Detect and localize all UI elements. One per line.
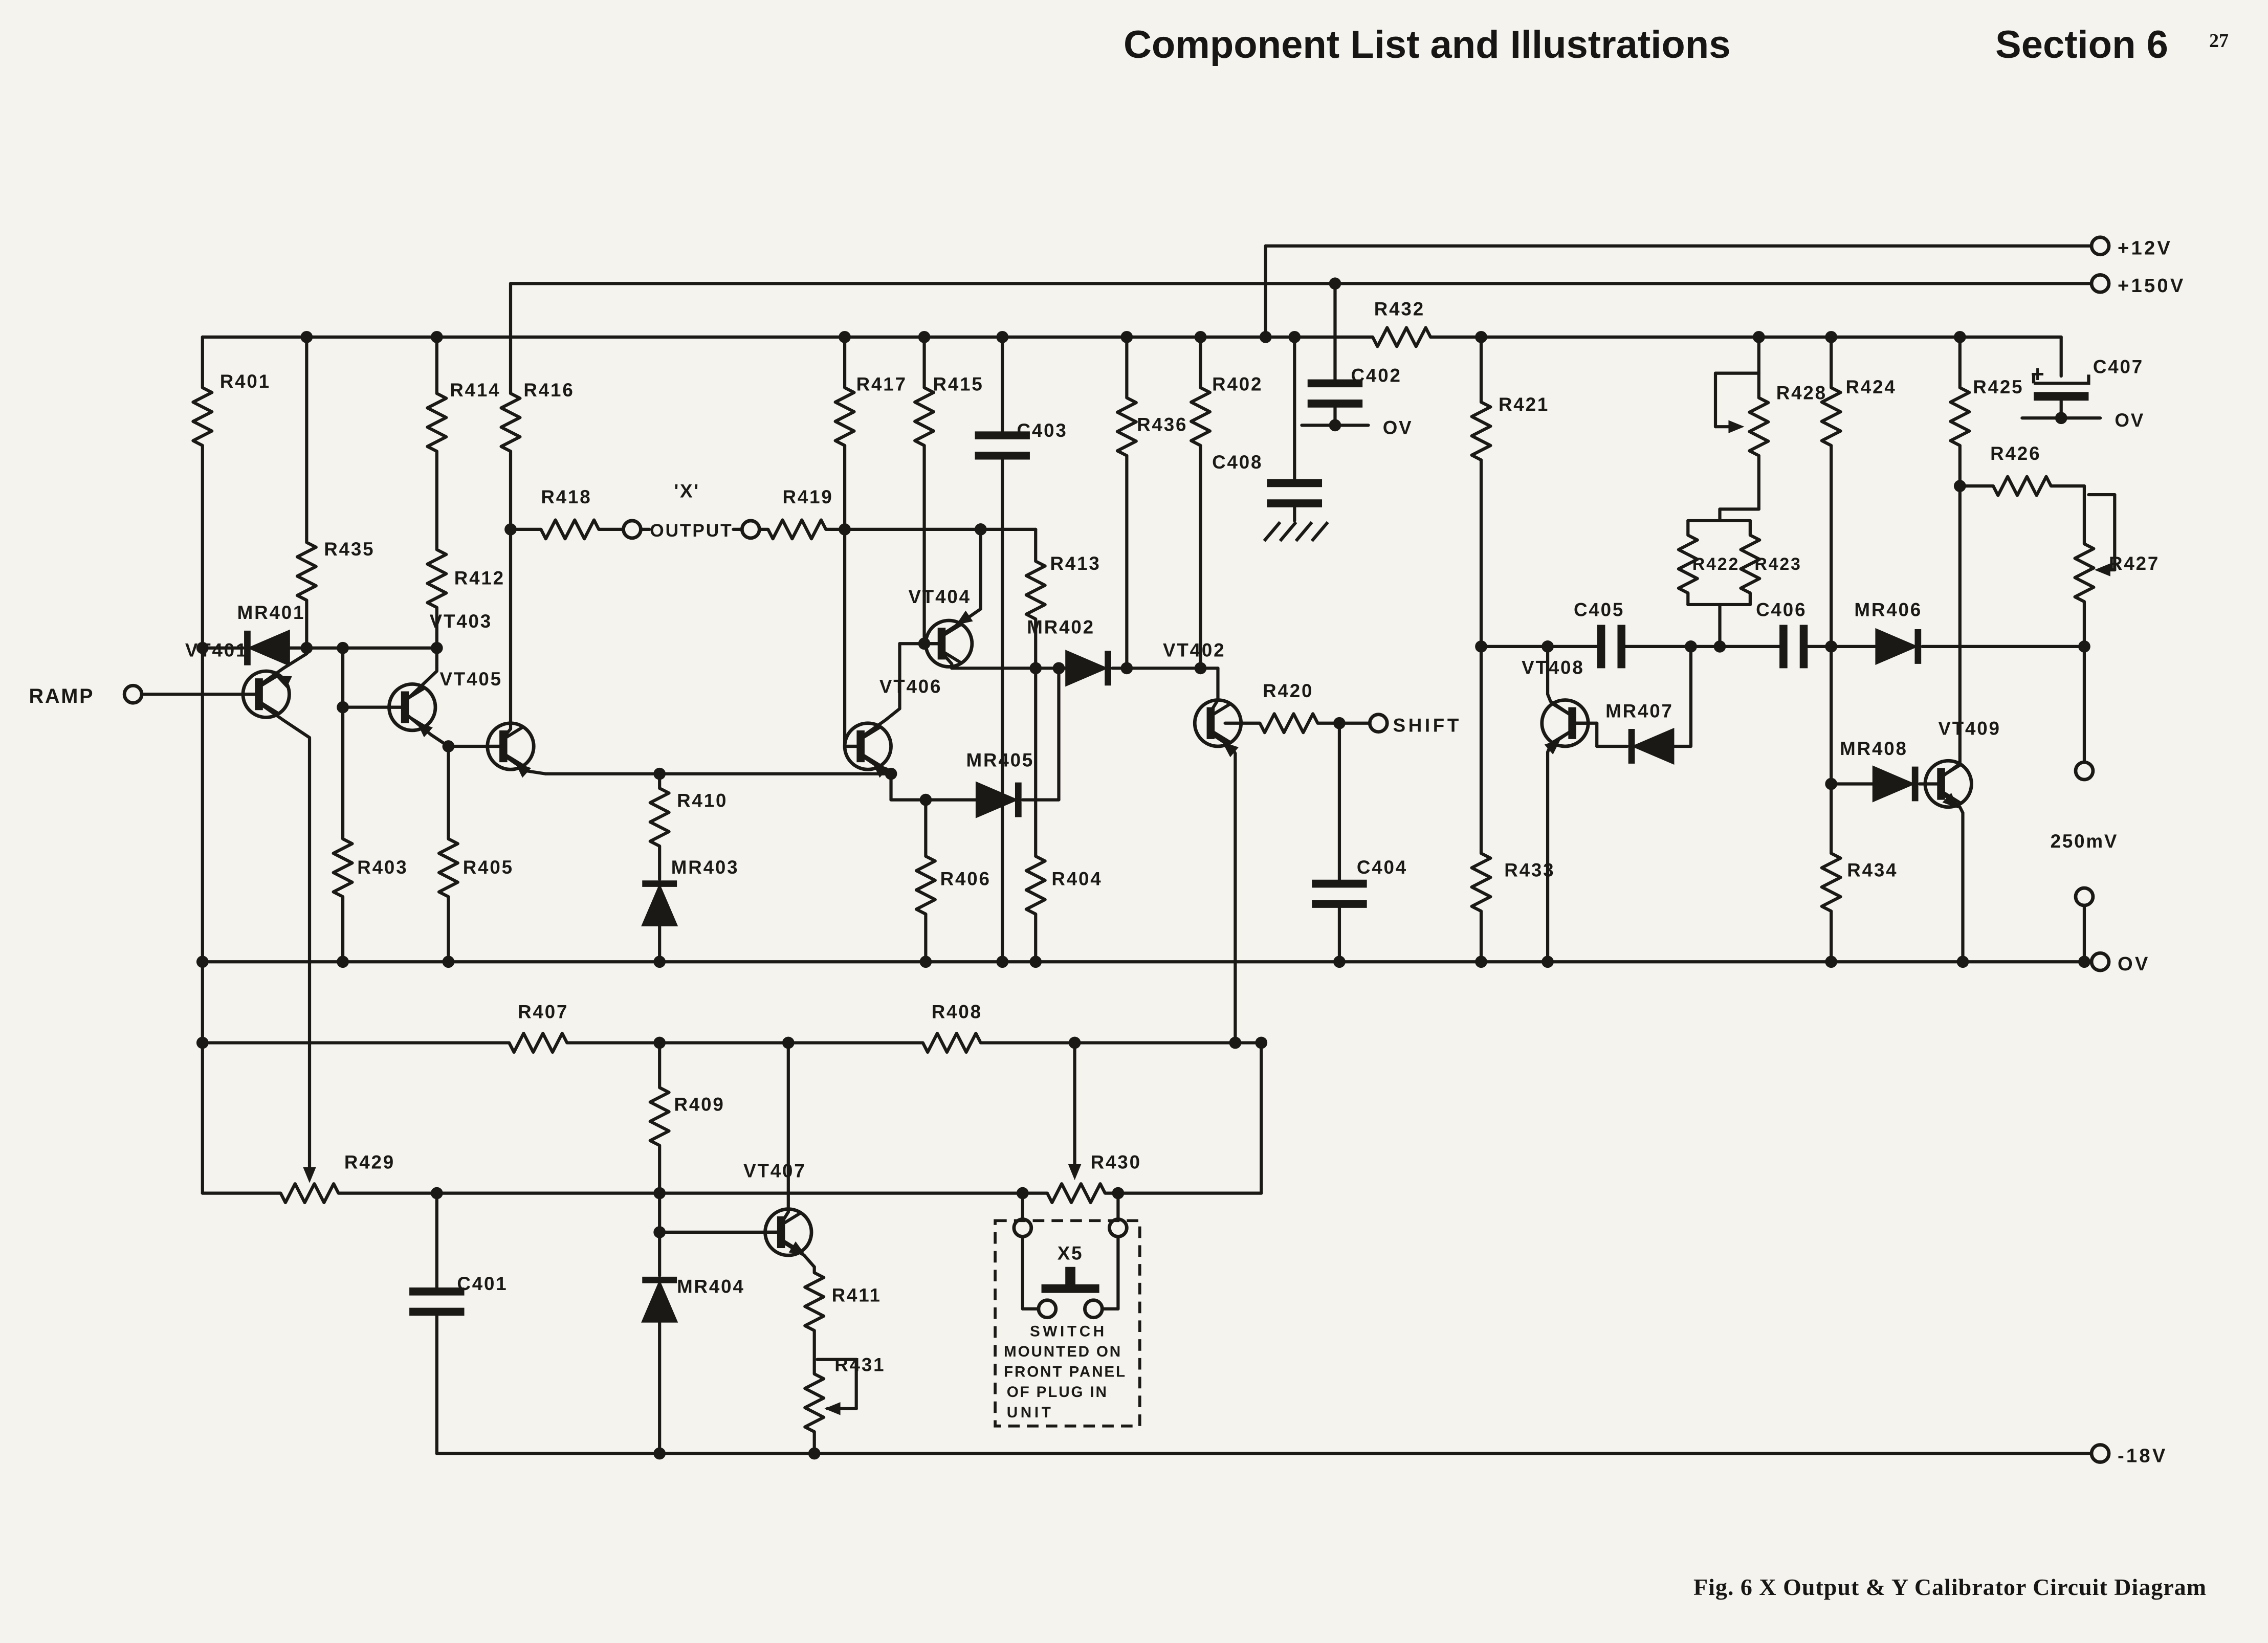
junction-dot (300, 331, 313, 343)
label-R435: R435 (324, 538, 375, 560)
junction-dot (337, 956, 349, 968)
label-VT407: VT407 (743, 1160, 806, 1182)
label-R403: R403 (357, 856, 408, 878)
label-R427: R427 (2109, 553, 2160, 574)
label-R429: R429 (344, 1151, 395, 1173)
diode-MR401 (249, 631, 289, 665)
terminal-x5-contact-left (1039, 1300, 1056, 1318)
junction-dot (1333, 717, 1346, 729)
label-R408: R408 (931, 1001, 982, 1023)
label-C406: C406 (1756, 599, 1807, 620)
label-R422: R422 (1692, 554, 1740, 574)
resistor-R417 (835, 388, 854, 446)
junction-dot (1329, 419, 1341, 431)
label-R433: R433 (1504, 859, 1555, 881)
resistor-R419 (768, 520, 826, 539)
label-OV: OV (2115, 410, 2145, 431)
label-R409: R409 (674, 1094, 725, 1115)
label-+150V: +150V (2117, 275, 2186, 297)
junction-dot (1029, 662, 1042, 674)
label-SWITCH: SWITCH (1029, 1323, 1107, 1340)
page-number: 27 (2209, 30, 2229, 52)
terminal-250mv-bottom (2076, 888, 2093, 905)
junction-dot (1954, 331, 1966, 343)
junction-dot (2078, 640, 2090, 653)
junction-dot (653, 1448, 666, 1460)
junction-dot (431, 331, 443, 343)
resistor-R436 (1117, 398, 1136, 456)
label-C402: C402 (1351, 365, 1402, 386)
label-C405: C405 (1573, 599, 1625, 620)
junction-dot (2078, 956, 2090, 968)
label-R424: R424 (1845, 376, 1897, 398)
junction-dot (337, 642, 349, 654)
label-R426: R426 (1990, 443, 2041, 464)
junction-dot (1053, 662, 1065, 674)
label-X: 'X' (674, 480, 700, 502)
label-VT403: VT403 (429, 611, 493, 632)
terminal-x5-contact-right (1085, 1300, 1102, 1318)
resistor-R434 (1822, 853, 1841, 911)
label-R428: R428 (1776, 382, 1827, 404)
resistor-R408 (923, 1033, 981, 1052)
label-FRONTPANEL: FRONT PANEL (1004, 1363, 1127, 1381)
junction-dot (1329, 277, 1341, 290)
junction-dot (1825, 956, 1837, 968)
label-R417: R417 (856, 373, 907, 395)
label-18V: -18V (2117, 1445, 2168, 1467)
resistor-R427 (2075, 544, 2094, 602)
junction-dot (839, 331, 851, 343)
label-R425: R425 (1973, 376, 2024, 398)
label-MR404: MR404 (677, 1276, 745, 1297)
label-R411: R411 (831, 1284, 882, 1306)
resistor-R421 (1472, 402, 1491, 460)
resistor-R405 (439, 839, 458, 897)
r427-tap-arrow (2095, 563, 2110, 576)
wire (259, 703, 310, 1177)
label-R412: R412 (454, 567, 505, 589)
junction-dot (1112, 1187, 1125, 1200)
label-R420: R420 (1263, 680, 1314, 701)
junction-dot (431, 1187, 443, 1200)
junction-dot (2055, 412, 2067, 424)
junction-dot (300, 642, 313, 654)
resistor-R420 (1260, 714, 1317, 732)
junction-dot (653, 1226, 666, 1238)
junction-dot (196, 1037, 209, 1049)
junction-dot (196, 956, 209, 968)
junction-dot (920, 956, 932, 968)
label-R413: R413 (1050, 553, 1101, 574)
junction-dot (1288, 331, 1301, 343)
resistor-R401 (193, 388, 212, 446)
resistor-R428 (1749, 398, 1768, 456)
label-MR405: MR405 (966, 749, 1034, 771)
label-R410: R410 (677, 790, 728, 811)
label-VT401: VT401 (185, 639, 248, 661)
label-+12V: +12V (2117, 237, 2173, 259)
junction-dot (1825, 331, 1837, 343)
label-C403: C403 (1017, 419, 1068, 441)
junction-dot (1229, 1037, 1242, 1049)
junction-dot (975, 523, 987, 536)
junction-dot (1714, 640, 1726, 653)
junction-dot (1825, 778, 1837, 790)
resistor-R409 (650, 1087, 669, 1145)
junction-dot (782, 1037, 795, 1049)
label-R415: R415 (933, 373, 984, 395)
diode-MR408 (1873, 767, 1913, 802)
c408-ground (1296, 522, 1312, 541)
resistor-R426 (1993, 477, 2051, 496)
r430-tap-arrow (1068, 1164, 1081, 1180)
junction-dot (504, 523, 517, 536)
label-R416: R416 (523, 379, 575, 401)
page-title: Component List and Illustrations (1124, 23, 1731, 66)
junction-dot (1017, 1187, 1029, 1200)
section-heading: Section 6 (1995, 23, 2168, 66)
terminal-ramp (124, 685, 142, 703)
terminal-shift (1370, 715, 1387, 732)
label-R418: R418 (541, 486, 592, 508)
resistor-R416 (501, 393, 520, 451)
label-MR401: MR401 (237, 602, 305, 624)
junction-dot (1333, 956, 1346, 968)
resistor-R435 (297, 542, 316, 600)
resistor-R410 (650, 788, 669, 846)
resistor-R432 (1373, 328, 1430, 347)
resistor-R418 (541, 520, 599, 539)
junction-dot (1475, 956, 1487, 968)
terminal-x-output-left (624, 521, 641, 538)
label-C401: C401 (457, 1273, 508, 1295)
resistor-R402 (1191, 388, 1210, 446)
junction-dot (1255, 1037, 1267, 1049)
label-VT404: VT404 (908, 586, 971, 608)
c408-ground (1312, 522, 1328, 541)
junction-dot (1542, 640, 1554, 653)
label-R414: R414 (450, 379, 501, 401)
resistor-R430 (1047, 1184, 1105, 1203)
terminal-plus12v (2091, 237, 2109, 255)
label-MR403: MR403 (671, 856, 739, 878)
label-C407: C407 (2093, 356, 2144, 378)
junction-dot (653, 768, 666, 780)
label-VT408: VT408 (1522, 657, 1584, 678)
label-VT405: VT405 (439, 669, 502, 690)
label-X5: X5 (1057, 1242, 1084, 1264)
label-MR407: MR407 (1605, 700, 1674, 722)
label-R434: R434 (1847, 859, 1898, 881)
diode-MR402 (1066, 651, 1107, 685)
label-MR406: MR406 (1854, 599, 1923, 620)
label-R401: R401 (219, 370, 271, 392)
r428-tap-arrow (1728, 420, 1744, 433)
label-C408: C408 (1212, 452, 1263, 473)
resistor-R414 (427, 393, 446, 451)
junction-dot (1685, 640, 1697, 653)
label-R421: R421 (1498, 394, 1550, 415)
diode-MR406 (1876, 629, 1917, 664)
junction-dot (1029, 956, 1042, 968)
r429-tap-arrow (303, 1167, 316, 1183)
terminal-plus150v (2091, 275, 2109, 292)
resistor-R406 (916, 856, 935, 914)
label-250mV: 250mV (2050, 830, 2119, 852)
junction-dot (1120, 331, 1133, 343)
junction-dot (1957, 956, 1969, 968)
label-MR402: MR402 (1027, 616, 1095, 638)
diode-MR403 (642, 885, 677, 925)
junction-dot (1753, 331, 1765, 343)
label-R405: R405 (463, 856, 514, 878)
terminal-x-output-right (742, 521, 759, 538)
junction-dot (1475, 640, 1487, 653)
r431-tap-arrow (824, 1402, 840, 1415)
junction-dot (653, 1187, 666, 1200)
label-R430: R430 (1090, 1151, 1141, 1173)
junction-dot (1195, 331, 1207, 343)
figure-caption: Fig. 6 X Output & Y Calibrator Circuit Diagram (1693, 1574, 2207, 1600)
label-VT402: VT402 (1163, 639, 1226, 661)
label-RAMP: RAMP (29, 685, 95, 708)
terminal-0v (2091, 953, 2109, 970)
terminal-minus18v (2091, 1445, 2109, 1462)
c408-ground (1264, 522, 1280, 541)
junction-dot (1542, 956, 1554, 968)
label-MOUNTEDON: MOUNTED ON (1004, 1343, 1122, 1361)
junction-dot (920, 794, 932, 806)
label-R407: R407 (518, 1001, 569, 1023)
junction-dot (1954, 480, 1966, 492)
label-R402: R402 (1212, 373, 1263, 395)
resistor-R425 (1950, 388, 1969, 446)
label-OV: OV (1382, 417, 1413, 438)
junction-dot (443, 740, 455, 752)
diode-MR405 (976, 783, 1017, 817)
resistor-R429 (280, 1184, 338, 1203)
label-R406: R406 (940, 868, 991, 890)
junction-dot (1195, 662, 1207, 674)
label-OFPLUGIN: OF PLUG IN (1006, 1384, 1108, 1401)
resistor-R431 (805, 1374, 824, 1432)
label-R431: R431 (834, 1354, 886, 1375)
junction-dot (431, 642, 443, 654)
label-VT409: VT409 (1938, 718, 2001, 739)
junction-dot (996, 331, 1008, 343)
resistor-R433 (1472, 853, 1491, 911)
label-SHIFT: SHIFT (1393, 715, 1462, 736)
label-R419: R419 (782, 486, 833, 508)
label-+: + (2031, 361, 2046, 387)
junction-dot (443, 956, 455, 968)
junction-dot (839, 523, 851, 536)
resistor-R412 (427, 549, 446, 607)
diode-MR404 (642, 1281, 677, 1322)
label-OUTPUT: OUTPUT (650, 521, 733, 541)
resistor-R415 (915, 388, 934, 446)
resistor-R403 (334, 839, 353, 897)
junction-dot (918, 331, 931, 343)
junction-dot (996, 956, 1008, 968)
label-OV: OV (2117, 953, 2150, 975)
junction-dot (1260, 331, 1272, 343)
label-R436: R436 (1137, 414, 1188, 435)
junction-dot (1069, 1037, 1081, 1049)
junction-dot (1825, 640, 1837, 653)
junction-dot (653, 956, 666, 968)
label-C404: C404 (1356, 856, 1408, 878)
junction-dot (653, 1037, 666, 1049)
label-UNIT: UNIT (1006, 1404, 1054, 1421)
label-R432: R432 (1374, 298, 1425, 320)
junction-dot (808, 1448, 821, 1460)
resistor-R407 (509, 1033, 567, 1052)
diode-MR407 (1633, 729, 1674, 764)
c408-ground (1280, 522, 1296, 541)
junction-dot (337, 701, 349, 714)
label-R404: R404 (1051, 868, 1103, 890)
label-R423: R423 (1754, 554, 1802, 574)
resistor-R411 (805, 1273, 824, 1330)
junction-dot (1475, 331, 1487, 343)
resistor-R404 (1026, 856, 1045, 914)
label-VT406: VT406 (879, 676, 942, 697)
junction-dot (1120, 662, 1133, 674)
label-MR408: MR408 (1840, 738, 1908, 759)
resistor-R413 (1026, 561, 1045, 619)
terminal-250mv-top (2076, 762, 2093, 780)
